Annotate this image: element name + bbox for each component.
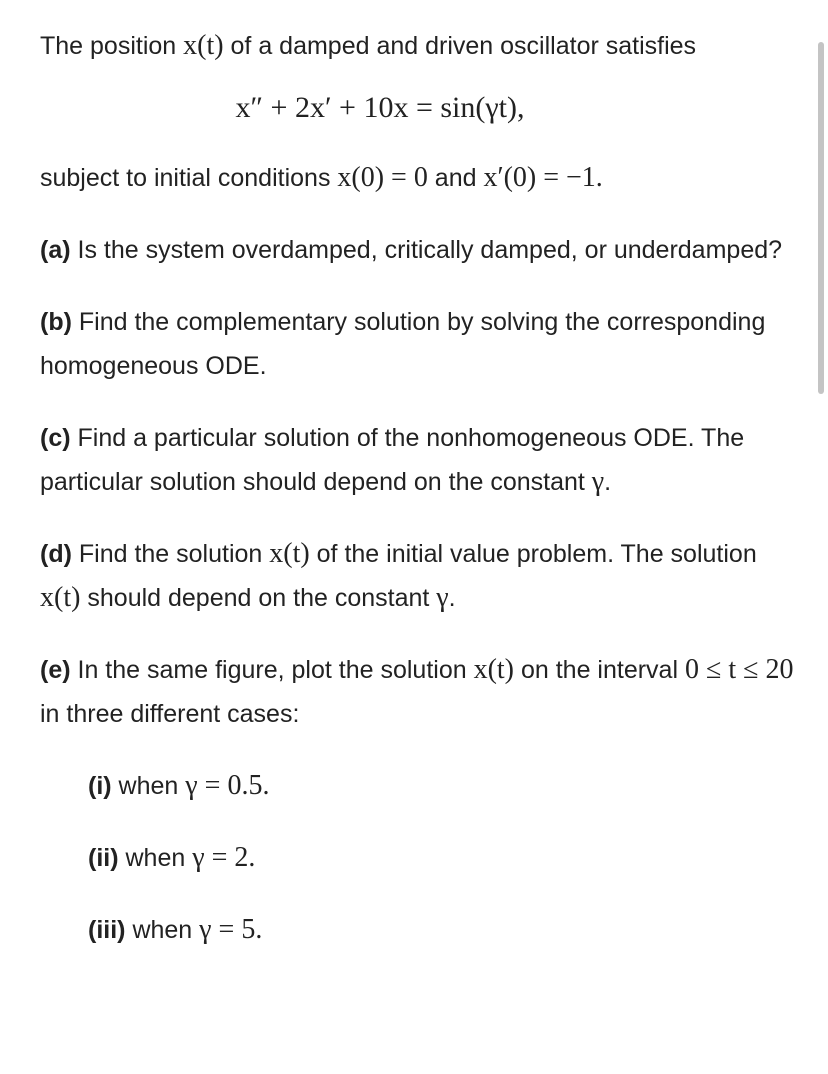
vertical-scrollbar[interactable]: [818, 42, 824, 394]
part-d-label: (d): [40, 540, 72, 568]
math-x-of-t: x(t): [183, 30, 224, 61]
part-d: (d) Find the solution x(t) of the initial value problem. The solution x(t) should depend on the constant γ.: [40, 538, 757, 613]
math-gamma-value: γ = 5.: [199, 914, 263, 945]
part-c-label: (c): [40, 424, 71, 452]
intro-paragraph: The position x(t) of a damped and driven oscillator satisfies: [40, 30, 697, 61]
math-gamma: γ: [591, 466, 605, 497]
part-a: (a) Is the system overdamped, critically damped, or underdamped?: [40, 236, 783, 264]
case-iii: (iii) when γ = 5.: [88, 914, 263, 945]
case-label: (i): [88, 772, 112, 800]
part-c: (c) Find a particular solution of the nonhomogeneous ODE. The particular solution should depend on the constant γ.: [40, 424, 745, 497]
math-x-of-t: x(t): [40, 582, 81, 613]
case-label: (ii): [88, 844, 119, 872]
case-i: (i) when γ = 0.5.: [88, 770, 270, 801]
initial-condition-xprime: x′(0) = −1.: [483, 162, 603, 193]
case-label: (iii): [88, 916, 126, 944]
math-interval: 0 ≤ t ≤ 20: [684, 654, 794, 685]
math-gamma-value: γ = 2.: [192, 842, 256, 873]
math-x-of-t: x(t): [269, 538, 310, 569]
part-b: (b) Find the complementary solution by solving the corresponding homogeneous ODE.: [40, 308, 766, 380]
math-gamma: γ: [436, 582, 449, 613]
initial-condition-x: x(0) = 0: [337, 162, 428, 193]
part-e: (e) In the same figure, plot the solution x(t) on the interval 0 ≤ t ≤ 20 in three different cases:: [40, 654, 794, 728]
problem-document: [40, 24, 800, 980]
math-x-of-t: x(t): [473, 654, 515, 685]
ode-equation: x″ + 2x′ + 10x = sin(γt),: [235, 91, 525, 124]
case-ii: (ii) when γ = 2.: [88, 842, 256, 873]
part-b-label: (b): [40, 308, 72, 336]
part-a-label: (a): [40, 236, 71, 264]
part-e-label: (e): [40, 656, 71, 684]
math-gamma-value: γ = 0.5.: [185, 770, 270, 801]
initial-conditions: subject to initial conditions x(0) = 0 and x′(0) = −1.: [40, 162, 603, 193]
